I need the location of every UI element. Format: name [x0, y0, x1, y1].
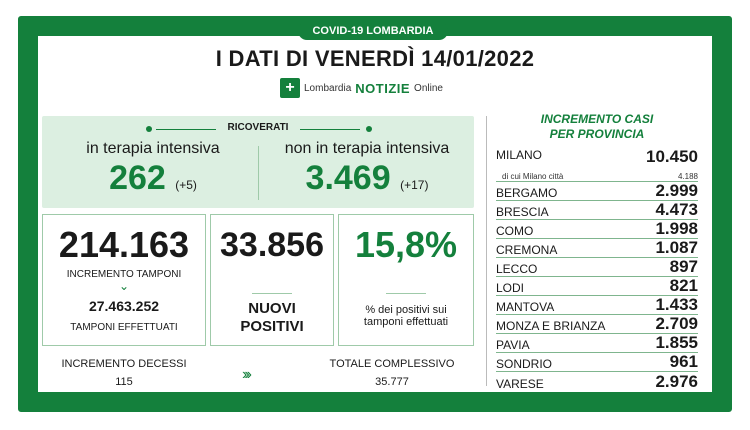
positivi-box	[210, 214, 334, 346]
triple-chevron-icon: ›››	[242, 366, 249, 383]
decessi-total-value: 35.777	[375, 376, 409, 388]
non-intensive-delta: (+17)	[400, 178, 429, 192]
province-name: CREMONA	[496, 243, 558, 257]
province-name: MILANO	[496, 148, 543, 162]
province-value: 897	[669, 257, 698, 276]
percent-label-2: tamponi effettuati	[363, 316, 449, 328]
percent-box	[338, 214, 474, 346]
terapia-intensiva	[58, 140, 248, 205]
province-value: 1.433	[655, 295, 698, 314]
province-value: 1.998	[655, 219, 698, 238]
chevron-down-icon: ⌄	[118, 279, 130, 293]
divider	[486, 116, 487, 386]
province-name: PAVIA	[496, 338, 530, 352]
province-name: COMO	[496, 224, 534, 238]
province-row-milano	[496, 148, 698, 182]
ricoverati-heading: RICOVERATI	[227, 122, 289, 133]
positivi-label-1: NUOVI	[248, 300, 296, 317]
province-name: BERGAMO	[496, 186, 558, 200]
intensive-value: 262	[109, 159, 166, 197]
milano-city-label: di cui Milano città	[502, 172, 564, 181]
intensive-delta: (+5)	[175, 178, 197, 192]
province-name: MANTOVA	[496, 300, 555, 314]
tamponi-increment-label: INCREMENTO TAMPONI	[66, 269, 182, 280]
province-value: 1.087	[655, 238, 698, 257]
decessi-total-label: TOTALE COMPLESSIVO	[329, 358, 455, 370]
province-name: LECCO	[496, 262, 538, 276]
lombardia-cross-icon: +	[280, 78, 300, 98]
bullet-dot-icon	[366, 126, 372, 132]
brand-notizie: NOTIZIE	[355, 80, 411, 96]
province-value: 961	[669, 352, 698, 371]
province-row	[496, 296, 698, 315]
brand-logo-block	[280, 78, 443, 98]
non-terapia-intensiva	[264, 140, 470, 205]
intensive-label: in terapia intensiva	[86, 140, 220, 157]
province-list	[496, 148, 698, 391]
brand-online: Online	[414, 82, 443, 94]
decessi-increment	[42, 358, 206, 388]
province-value: 10.450	[646, 147, 698, 166]
divider	[258, 146, 259, 200]
province-row	[496, 239, 698, 258]
province-row	[496, 258, 698, 277]
province-row	[496, 182, 698, 201]
divider	[300, 129, 360, 130]
decessi-increment-label: INCREMENTO DECESSI	[61, 358, 187, 370]
intensive-value-block	[58, 158, 248, 205]
province-row	[496, 201, 698, 220]
tamponi-increment-value: 214.163	[58, 224, 190, 265]
province-title	[494, 112, 700, 142]
decessi-total	[310, 358, 474, 388]
non-intensive-value-block	[264, 158, 470, 205]
province-row	[496, 353, 698, 372]
decessi-increment-value: 115	[115, 376, 133, 388]
non-intensive-label: non in terapia intensiva	[284, 140, 450, 157]
positivi-label-2: POSITIVI	[240, 318, 304, 335]
province-row	[496, 334, 698, 353]
province-name: MONZA E BRIANZA	[496, 319, 606, 333]
province-value: 1.855	[655, 333, 698, 352]
province-title-1: INCREMENTO CASI	[540, 112, 654, 126]
province-name: SONDRIO	[496, 357, 553, 371]
province-row	[496, 277, 698, 296]
ricoverati-panel	[42, 116, 474, 208]
province-row	[496, 372, 698, 391]
province-value: 821	[669, 276, 698, 295]
province-value: 4.473	[655, 200, 698, 219]
page-title: I DATI DI VENERDÌ 14/01/2022	[215, 46, 535, 71]
province-value: 2.976	[655, 372, 698, 391]
tamponi-total-value: 27.463.252	[88, 298, 160, 314]
divider	[252, 293, 292, 294]
non-intensive-value: 3.469	[305, 159, 391, 197]
percent-value: 15,8%	[354, 224, 458, 265]
milano-city-value: 4.188	[677, 172, 698, 181]
province-name: VARESE	[496, 377, 544, 391]
divider	[386, 293, 426, 294]
tamponi-box	[42, 214, 206, 346]
province-row	[496, 315, 698, 334]
positivi-value: 33.856	[220, 226, 324, 264]
tamponi-total-label: TAMPONI EFFETTUATI	[70, 322, 178, 333]
brand-lombardia: Lombardia	[304, 82, 352, 94]
province-row	[496, 220, 698, 239]
province-value: 2.999	[655, 181, 698, 200]
province-title-2: PER PROVINCIA	[549, 127, 645, 141]
covid-tag: COVID-19 LOMBARDIA	[298, 22, 448, 40]
percent-label-1: % dei positivi sui	[365, 304, 447, 316]
province-name: LODI	[496, 281, 525, 295]
province-name: BRESCIA	[496, 205, 549, 219]
province-value: 2.709	[655, 314, 698, 333]
